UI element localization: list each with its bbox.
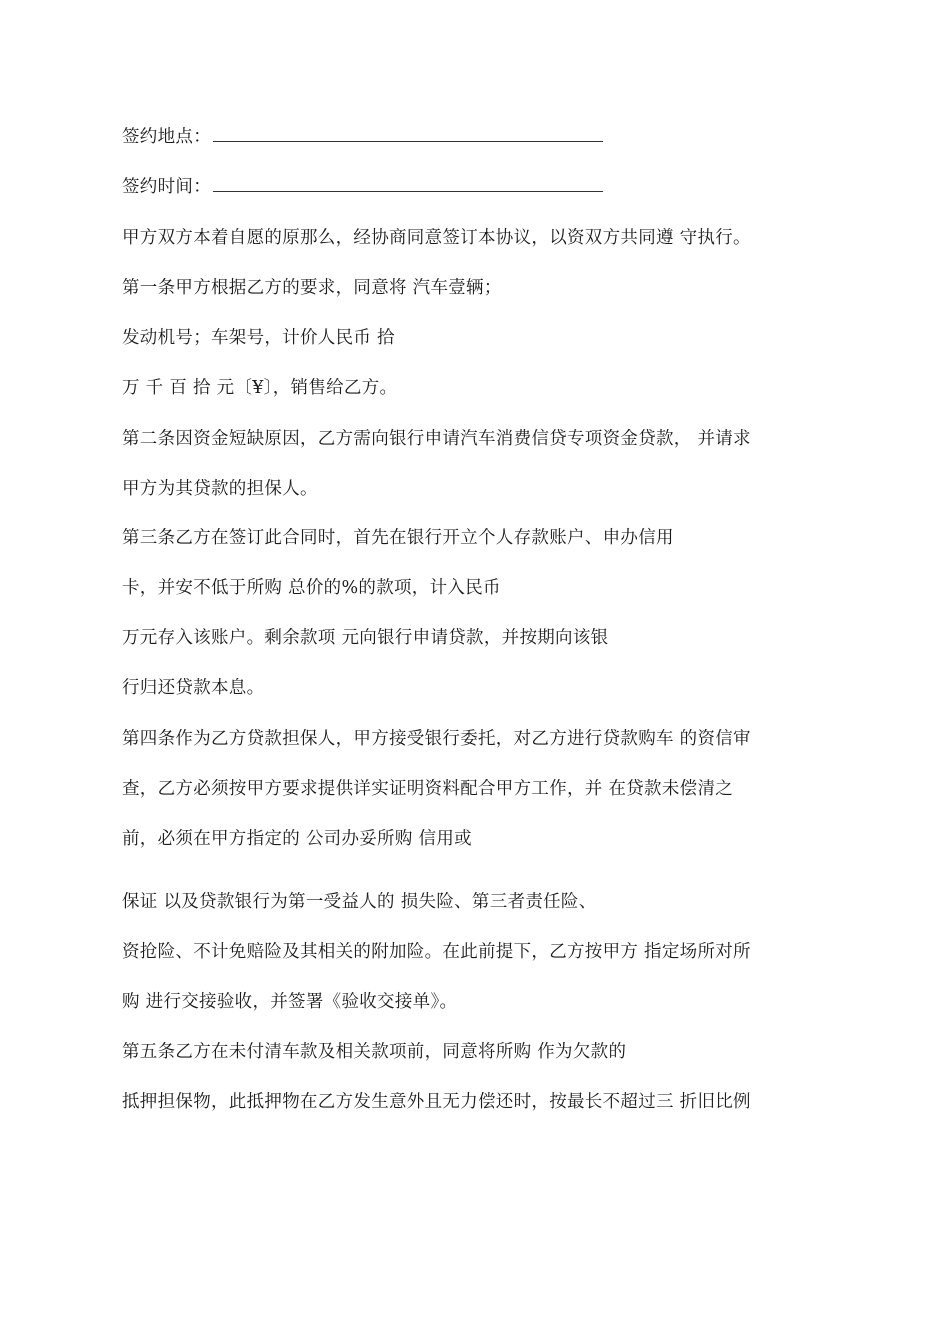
body-line: 查，乙方必须按甲方要求提供详实证明资料配合甲方工作，并 在贷款未偿清之 — [122, 779, 734, 799]
body-line: 第三条乙方在签订此合同时，首先在银行开立个人存款账户、申办信用 — [122, 528, 674, 548]
signing-place-label: 签约地点： — [122, 127, 211, 147]
body-line: 甲方双方本着自愿的原那么，经协商同意签订本协议，以资双方共同遵 守执行。 — [122, 228, 751, 248]
body-line: 卡，并安不低于所购 总价的%的款项，计入民币 — [122, 578, 501, 598]
body-line: 甲方为其贷款的担保人。 — [122, 479, 318, 499]
body-line: 第一条甲方根据乙方的要求，同意将 汽车壹辆； — [122, 278, 502, 298]
signing-place-blank — [213, 125, 603, 142]
body-line: 万元存入该账户。剩余款项 元向银行申请贷款，并按期向该银 — [122, 628, 609, 648]
body-line: 抵押担保物，此抵押物在乙方发生意外且无力偿还时，按最长不超过三 折旧比例 — [122, 1092, 751, 1112]
body-line: 资抢险、不计免赔险及其相关的附加险。在此前提下，乙方按甲方 指定场所对所 — [122, 942, 751, 962]
body-line: 购 进行交接验收，并签署《验收交接单》。 — [122, 992, 458, 1012]
signing-time-label: 签约时间： — [122, 177, 211, 197]
body-line: 第二条因资金短缺原因，乙方需向银行申请汽车消费信贷专项资金贷款， 并请求 — [122, 429, 751, 449]
body-line: 保证 以及贷款银行为第一受益人的 损失险、第三者责任险、 — [122, 892, 597, 912]
body-line: 第五条乙方在未付清车款及相关款项前，同意将所购 作为欠款的 — [122, 1042, 627, 1062]
body-line: 发动机号；车架号，计价人民币 拾 — [122, 328, 395, 348]
body-line: 行归还贷款本息。 — [122, 678, 265, 698]
signing-time-row — [122, 175, 603, 199]
signing-place-row — [122, 125, 603, 149]
body-line: 前，必须在甲方指定的 公司办妥所购 信用或 — [122, 829, 472, 849]
body-line: 万 千 百 拾 元〔¥〕，销售给乙方。 — [122, 378, 398, 398]
body-line: 第四条作为乙方贷款担保人，甲方接受银行委托，对乙方进行贷款购车 的资信审 — [122, 729, 751, 749]
signing-time-blank — [213, 175, 603, 192]
